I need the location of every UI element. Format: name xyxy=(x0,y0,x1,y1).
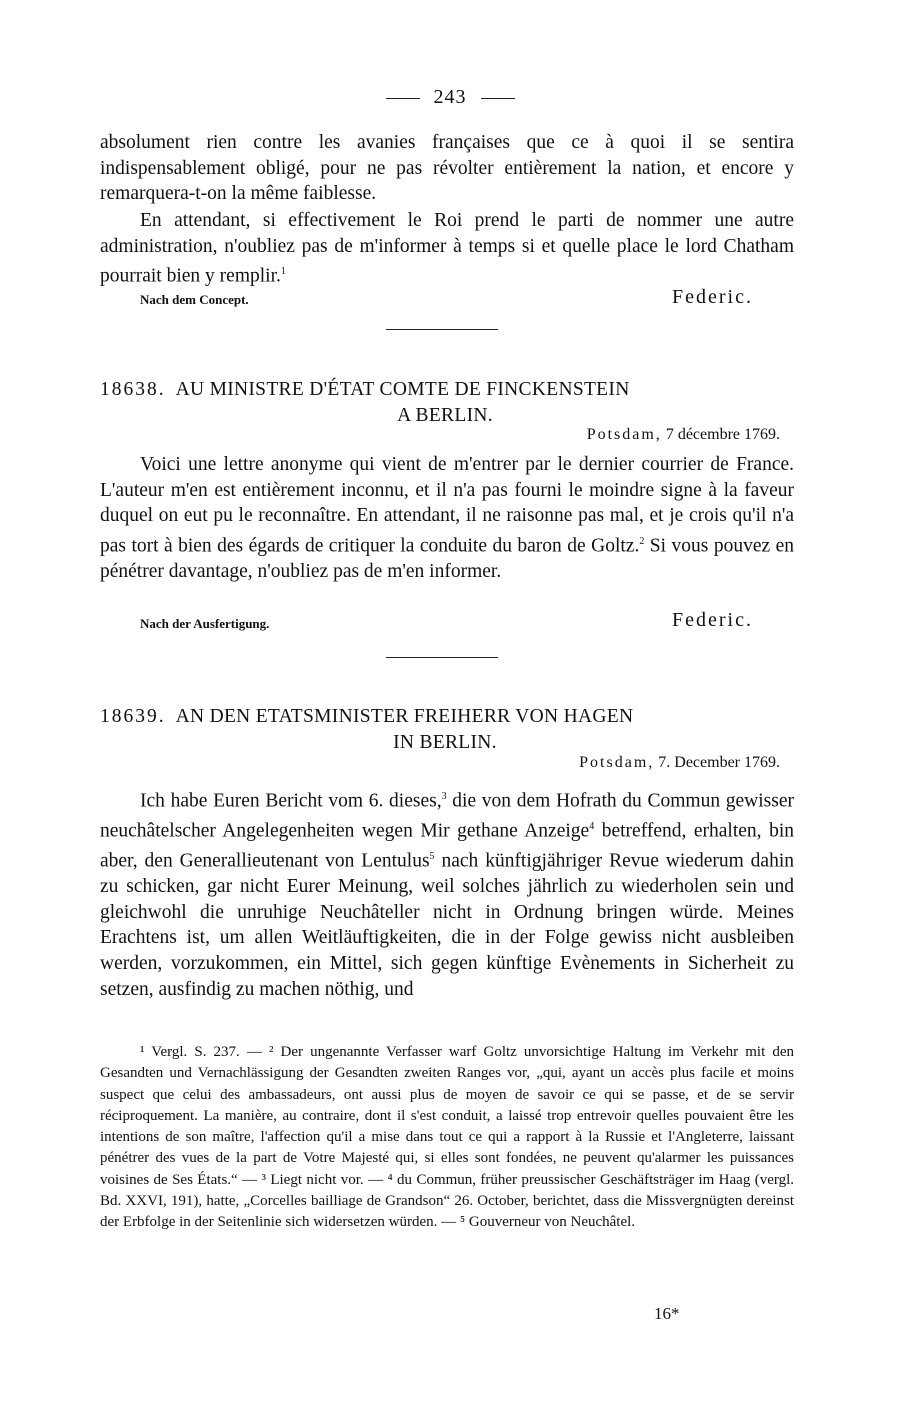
dateline-18639 xyxy=(579,754,780,772)
letter-number: 18639. xyxy=(100,706,166,727)
section-divider-1 xyxy=(386,329,498,330)
continuation-paragraph xyxy=(100,130,794,207)
dateline-place: Potsdam, xyxy=(579,754,655,771)
footnote-ref-3: 3 xyxy=(441,791,447,802)
page-number xyxy=(0,86,900,109)
letter-number: 18638. xyxy=(100,379,166,400)
letter-body-18639 xyxy=(100,784,794,1002)
letter-body-part-d: nach künftigjähriger Revue wiederum dahin zu schicken, gar nicht Eurer Meinung, weil solches jährlich zu wiederholen sein und gleichwohl die unruhige Neuchâteller nicht in Ordnung bringen würde. Meines Erachtens ist, um allen Weitläuftigkeiten, die in der Folge gewiss nicht ausbleiben werden, vorzukommen, ein Mittel, sich gegen künftige Evènements in Sicherheit zu setzen, ausfindig zu machen nöthig, und xyxy=(100,850,795,1000)
letter-body-part-b: die von dem Hofrath du Commun gewisser neuchâtelscher Angelegenheiten wegen Mir gethane Anzeige xyxy=(100,790,794,842)
source-note-18638: Nach der Ausfertigung. xyxy=(140,616,270,631)
page-number-text: 243 xyxy=(433,86,467,108)
page-number-dash-left xyxy=(386,98,420,99)
signature-mark: 16* xyxy=(654,1304,680,1323)
letter-heading-18638 xyxy=(100,377,800,429)
dateline-place: Potsdam, xyxy=(586,426,662,443)
letter-body-text: Voici une lettre anonyme qui vient de m'entrer par le dernier courrier de France. L'auteur m'en est entièrement inconnu, et il n'a pas fourni le moindre signe à la faveur duquel on eut pu le reconnaître. En attendant, il ne raisonne pas mal, et je crois qu'il n'a pas tort à bien des égards de critiquer la conduite du baron de Goltz. xyxy=(100,454,794,557)
letter-heading-18639 xyxy=(100,704,800,756)
heading-line-1: AN DEN ETATSMINISTER FREIHERR VON HAGEN xyxy=(175,706,634,727)
continuation-text-2: En attendant, si effectivement le Roi prend le parti de nommer une autre administration, n'oubliez pas de m'informer à temps si et quelle place le lord Chatham pourrait bien y remplir. xyxy=(100,210,794,287)
footnote-ref-1: 1 xyxy=(280,266,286,278)
letter-body-18638 xyxy=(100,452,794,584)
dateline-date: 7. December 1769. xyxy=(658,754,780,771)
footnotes: ¹ Vergl. S. 237. — ² Der ungenannte Verfasser warf Goltz unvorsichtige Haltung im Verkehr mit den Gesandten und Vernachlässigung der Gesandten zweiten Ranges vor, „qui, ayant un accès plus facile et moins suspect que celui des ambassadeurs, ont aussi plus de moyen de savoir ce qui se passe, et de se servir réciproquement. La manière, au contraire, dont il s'est conduit, a laissé trop entrevoir quelles pouvaient être les intentions de son maître, l'affection qu'il a mise dans tout ce qui a rapport à la Russie et l'Angleterre, laissant pénétrer des vues de la part de Votre Majesté qui, si elles sont fondées, ne peuvent qu'alarmer les puissances voisines de Ses États.“ — ³ Liegt nicht vor. — ⁴ du Commun, früher preussischer Geschäftsträger im Haag (vergl. Bd. XXVI, 191), hatte, „Corcelles bailliage de Grandson“ 26. October, berichtet, dass die Missvergnügten dereinst der Erbfolge in der Seitenlinie sich widersetzen würden. — ⁵ Gouverneur von Neuchâtel. xyxy=(100,1044,794,1231)
footnote-ref-2: 2 xyxy=(639,535,645,547)
letter-body-part-c: betreffend, erhalten, bin aber, den Generallieutenant von Lentulus xyxy=(100,820,794,872)
footnote-ref-4: 4 xyxy=(589,821,595,833)
heading-line-1: AU MINISTRE D'ÉTAT COMTE DE FINCKENSTEIN xyxy=(175,379,630,400)
heading-line-2: A BERLIN. xyxy=(397,405,493,426)
section-divider-2 xyxy=(386,657,498,658)
footnote-ref-5: 5 xyxy=(429,851,435,863)
signature-1: Federic. xyxy=(672,286,753,308)
letter-body-end: Si vous pouvez en pénétrer davantage, n'oubliez pas de m'en informer. xyxy=(100,535,794,582)
letter-body-part-a: Ich habe Euren Bericht vom 6. dieses, xyxy=(140,790,442,812)
source-note-1: Nach dem Concept. xyxy=(140,292,249,307)
continuation-paragraph-2 xyxy=(100,208,794,289)
dateline-18638 xyxy=(587,426,780,444)
continuation-text: absolument rien contre les avanies françaises que ce à quoi il se sentira indispensablement obligé, pour ne pas révolter entièrement la nation, et encore y remarquera-t-on la même faiblesse. xyxy=(100,132,794,205)
dateline-date: 7 décembre 1769. xyxy=(665,426,780,443)
heading-line-2: IN BERLIN. xyxy=(393,732,497,753)
page-number-dash-right xyxy=(481,98,515,99)
signature-18638: Federic. xyxy=(672,609,753,631)
